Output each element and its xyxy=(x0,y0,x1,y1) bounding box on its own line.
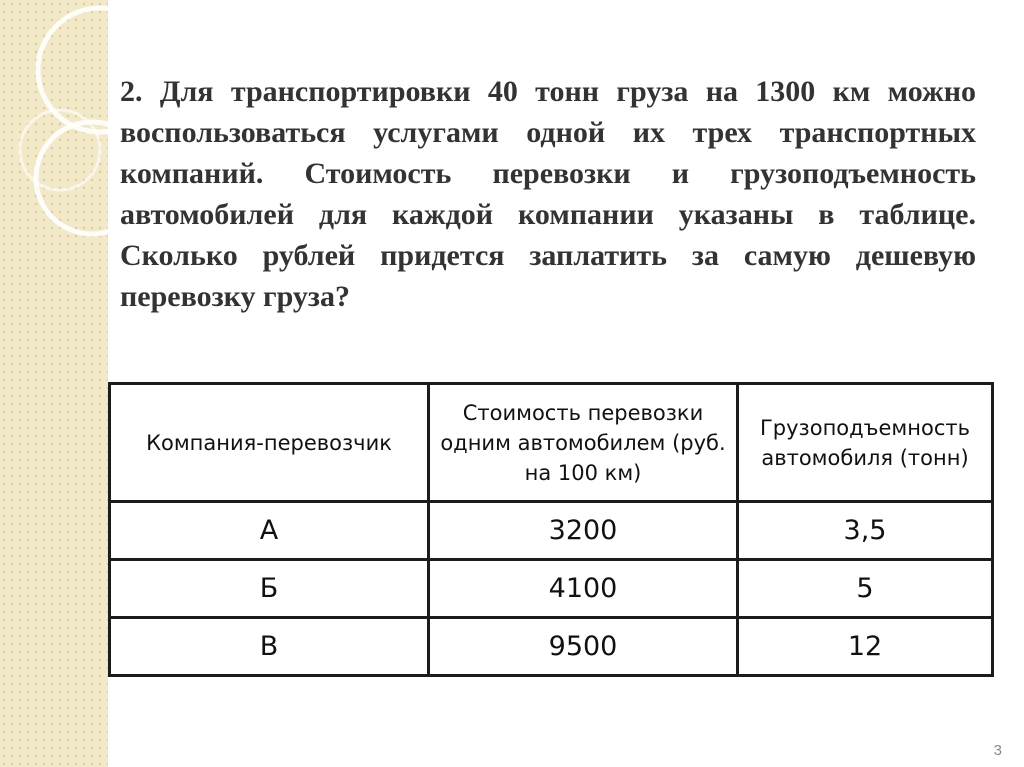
cell-cost: 3200 xyxy=(429,502,738,560)
cell-company: В xyxy=(110,618,429,676)
decorative-circles xyxy=(0,0,108,767)
decorative-sidebar xyxy=(0,0,108,767)
cell-capacity: 3,5 xyxy=(738,502,993,560)
header-capacity: Грузоподъемность автомобиля (тонн) xyxy=(738,384,993,502)
header-company: Компания-перевозчик xyxy=(110,384,429,502)
cell-cost: 9500 xyxy=(429,618,738,676)
cell-capacity: 5 xyxy=(738,560,993,618)
table-row xyxy=(110,502,993,560)
table-container xyxy=(108,368,1014,690)
cell-capacity: 12 xyxy=(738,618,993,676)
table-row xyxy=(110,618,993,676)
data-table xyxy=(108,382,994,677)
slide-number: 3 xyxy=(993,742,1002,759)
header-cost: Стоимость перевозки одним автомобилем (руб. на 100 км) xyxy=(429,384,738,502)
table-header-row xyxy=(110,384,993,502)
cell-company: А xyxy=(110,502,429,560)
cell-cost: 4100 xyxy=(429,560,738,618)
problem-text: 2. Для транспортировки 40 тонн груза на 1300 км можно воспользоваться услугами одной их трех транспортных компаний. Стоимость перевозки и грузоподъемность автомобилей для каждой компании указаны в таблице. Сколько рублей придется заплатить за самую дешевую перевозку груза? xyxy=(120,75,976,313)
table-row xyxy=(110,560,993,618)
cell-company: Б xyxy=(110,560,429,618)
slide-content xyxy=(108,0,1024,767)
